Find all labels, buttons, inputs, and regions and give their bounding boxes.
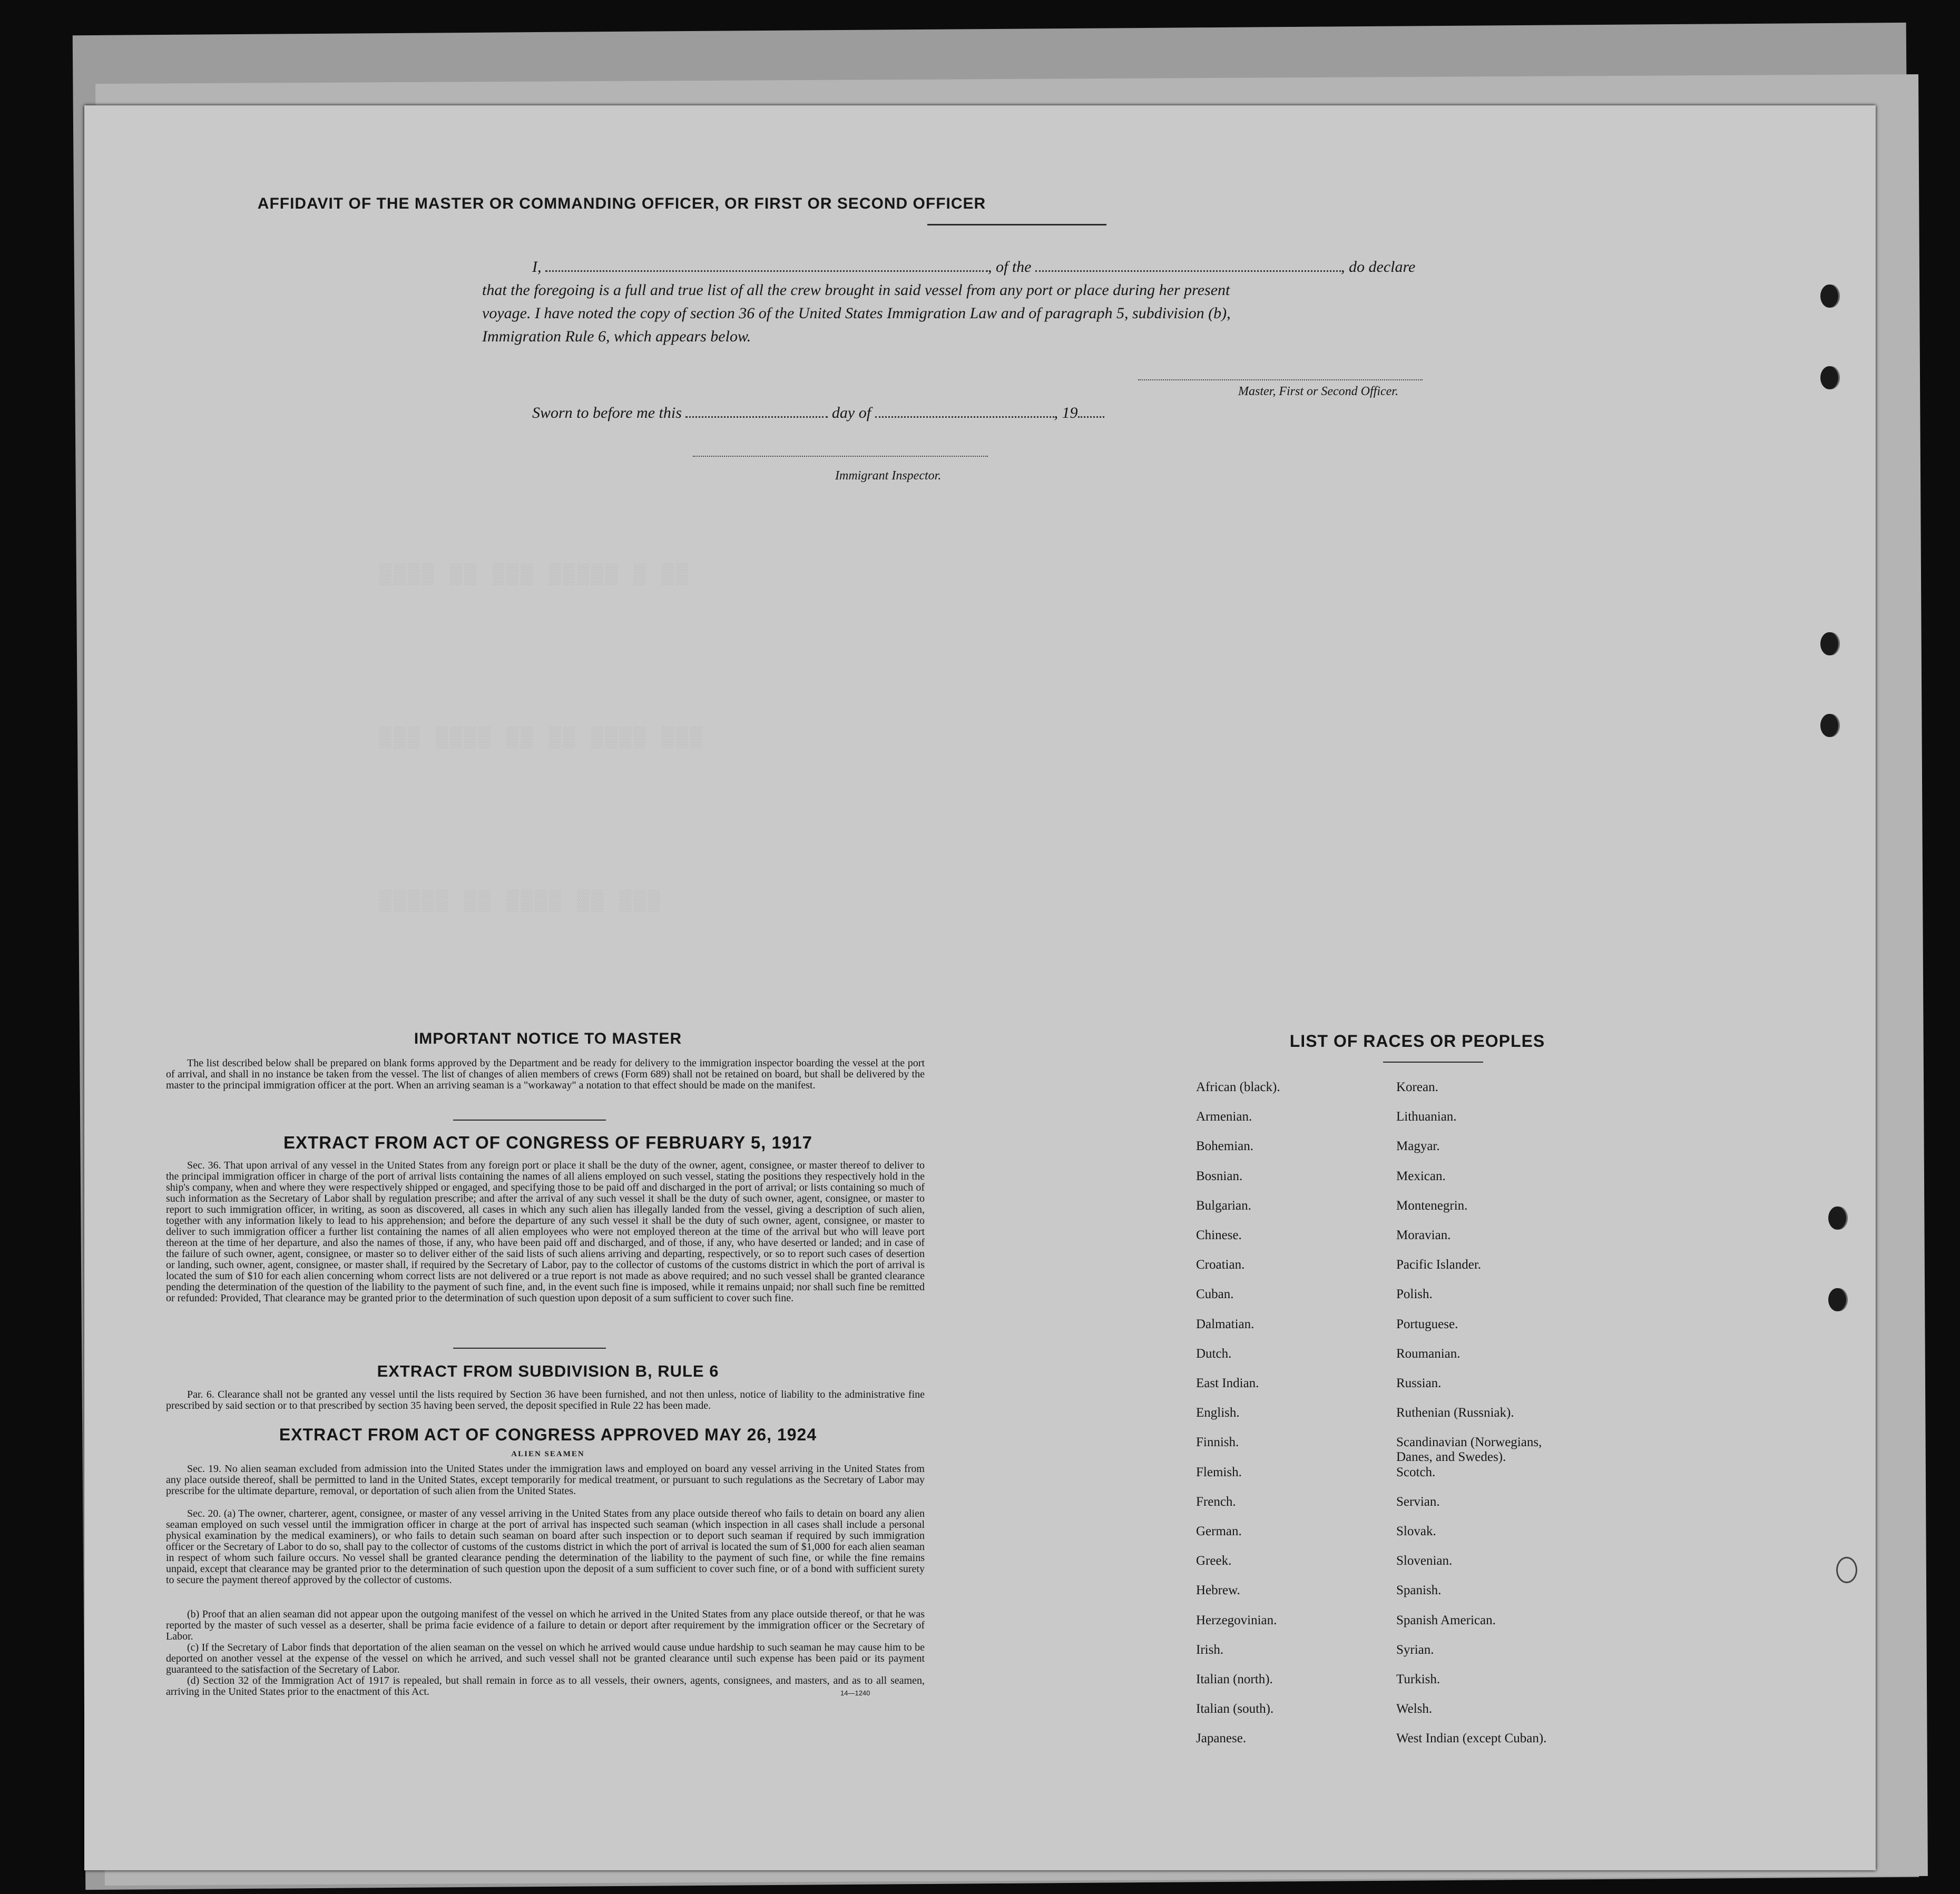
name-blank[interactable]: [545, 259, 988, 272]
race-item: Welsh.: [1396, 1702, 1433, 1716]
form-number: 14—1240: [840, 1689, 870, 1697]
race-item: English.: [1196, 1406, 1240, 1420]
rule-6-title: EXTRACT FROM SUBDIVISION B, RULE 6: [377, 1362, 719, 1380]
race-item: West Indian (except Cuban).: [1396, 1731, 1547, 1746]
race-item: Mexican.: [1396, 1169, 1446, 1183]
manifest-page: [84, 105, 1876, 1870]
punch-hole: [1828, 1206, 1846, 1230]
race-item: Croatian.: [1196, 1258, 1245, 1272]
race-item: Dutch.: [1196, 1346, 1232, 1361]
punch-hole: [1820, 366, 1838, 389]
race-item: Magyar.: [1396, 1139, 1440, 1154]
punch-hole: [1836, 1557, 1857, 1583]
rule-6-body: Par. 6. Clearance shall not be granted any vessel until the lists required by Section 36 have been furnished, and not then unless, notice of liability to the administrative fine prescribed by said section or to that prescribed by section 35 having been served, the deposit specified in Rule 22 has been made.: [166, 1389, 925, 1411]
master-signature-label: Master, First or Second Officer.: [1238, 385, 1398, 398]
sec-20b-text: (b) Proof that an alien seaman did not appear upon the outgoing manifest of the vessel on which he arrived in the United States from any place outside thereof, or that he was reported by the master of such vessel as a deserter, shall be prima facie evidence of a failure to detain or deport after requirement by the immigration officer or the Secretary of Labor.: [166, 1608, 925, 1642]
bleed-through: ▒▒▒▒▒ ▒▒ ▒▒▒▒ ▒▒ ▒▒▒: [379, 890, 662, 913]
sworn-line: [532, 401, 1322, 425]
affidavit-line-2: that the foregoing is a full and true list of all the crew brought in said vessel from any port or place during her present: [482, 281, 1230, 299]
notice-body: The list described below shall be prepared on blank forms approved by the Department and be ready for delivery to the immigration inspector boarding the vessel at the port of arrival, and shall in no instance be taken from the vessel. The list of changes of alien members of crews (Form 689) shall not be retained on board, but shall be delivered by the master to the principal immigration officer at the port. When an arriving seaman is a "workaway" a notation to that effect should be made on the manifest.: [166, 1057, 925, 1091]
bleed-through: ▒▒▒ ▒▒▒▒ ▒▒ ▒▒ ▒▒▒▒ ▒▒▒: [379, 727, 704, 750]
race-item: Syrian.: [1396, 1642, 1434, 1657]
race-item: Russian.: [1396, 1376, 1442, 1390]
race-item: Danes, and Swedes).: [1396, 1450, 1506, 1465]
race-item: Turkish.: [1396, 1672, 1440, 1686]
punch-hole: [1820, 284, 1838, 308]
race-item: Pacific Islander.: [1396, 1258, 1482, 1272]
race-item: Scotch.: [1396, 1465, 1436, 1479]
race-item: Cuban.: [1196, 1287, 1234, 1302]
race-item: Finnish.: [1196, 1435, 1239, 1450]
race-item: Lithuanian.: [1396, 1110, 1457, 1124]
year-text: , 19: [1054, 404, 1078, 421]
divider: [453, 1120, 606, 1121]
punch-hole: [1820, 714, 1838, 737]
race-item: Italian (south).: [1196, 1702, 1274, 1716]
race-item: Servian.: [1396, 1494, 1440, 1509]
race-item: Spanish American.: [1396, 1613, 1496, 1627]
race-item: French.: [1196, 1494, 1236, 1509]
race-item: Bohemian.: [1196, 1139, 1254, 1154]
race-item: Spanish.: [1396, 1583, 1442, 1598]
sec-20d-text: (d) Section 32 of the Immigration Act of 1917 is repealed, but shall remain in force as to all vessels, their owners, agents, consignees, and masters, and as to all seamen, arriving in the United States prior to the enactment of this Act.: [166, 1675, 925, 1697]
race-item: Irish.: [1196, 1642, 1224, 1657]
extract-1917-body: Sec. 36. That upon arrival of any vessel in the United States from any foreign port or place it shall be the duty of the owner, agent, consignee, or master thereof to deliver to the principal immigration officer in charge of the port of arrival lists containing the names of all aliens employed on such vessel, stating the positions they respectively hold in the ship's company, when and where they were respectively shipped or engaged, and specifying those to be paid off and discharged in the port of arrival; or lists containing so much of such information as the Secretary of Labor shall by regulation prescribe; and after the arrival of any such vessel it shall be the duty of such owner, agent, consignee, or master to report to such immigration officer, in writing, as soon as discovered, all cases in which any such alien has illegally landed from the vessel, giving a description of such alien, together with any information likely to lead to his apprehension; and before the departure of any such vessel it shall be the duty of such owner, agent, consignee, or master to deliver to such immigration officer a further list containing the names of all alien employees who were not employed thereon at the time of the arrival but who will leave port thereon at the time of her departure, and also the names of those, if any, who have been paid off and discharged, and of those, if any, who have deserted or landed; and in case of the failure of such owner, agent, consignee, or master so to deliver either of the said lists of such aliens arriving and departing, respectively, or so to report such cases of desertion or landing, such owner, agent, consignee, or master shall, if required by the Secretary of Labor, pay to the collector of customs of the customs district in which the port of arrival is located the sum of $10 for each alien concerning whom correct lists are not delivered or a true report is not made as above required; and no such vessel shall be granted clearance pending the determination of the question of the liability to the payment of such fine, and, in the event such fine is imposed, while it remains unpaid; nor shall such fine be remitted or refunded: Provided, That clearance may be granted prior to the determination of such question upon deposit of a sum sufficient to cover such fine.: [166, 1160, 925, 1304]
alien-seamen-subtitle: ALIEN SEAMEN: [511, 1450, 585, 1458]
race-item: Slovenian.: [1396, 1554, 1453, 1568]
bleed-through: ▒▒▒▒ ▒▒ ▒▒▒ ▒▒▒▒▒ ▒ ▒▒: [379, 564, 690, 586]
race-item: German.: [1196, 1524, 1242, 1538]
year-blank[interactable]: [1078, 405, 1104, 418]
affidavit-line-4: Immigration Rule 6, which appears below.: [482, 328, 751, 345]
race-item: Montenegrin.: [1396, 1198, 1468, 1213]
divider: [927, 224, 1106, 225]
month-blank[interactable]: [875, 405, 1054, 418]
race-item: Hebrew.: [1196, 1583, 1240, 1598]
inspector-signature-line[interactable]: [693, 456, 988, 457]
punch-hole: [1828, 1288, 1846, 1311]
sworn-text: Sworn to before me this: [532, 404, 682, 421]
day-blank[interactable]: [685, 405, 828, 418]
extract-1917-title: EXTRACT FROM ACT OF CONGRESS OF FEBRUARY 5, 1917: [283, 1133, 812, 1152]
race-item: African (black).: [1196, 1080, 1280, 1094]
punch-hole: [1820, 632, 1838, 655]
race-item: Scandinavian (Norwegians,: [1396, 1435, 1542, 1450]
affidavit-line-3: voyage. I have noted the copy of section 36 of the United States Immigration Law and of paragraph 5, subdivision (b),: [482, 305, 1231, 322]
race-item: Japanese.: [1196, 1731, 1247, 1746]
race-item: Dalmatian.: [1196, 1317, 1255, 1331]
race-item: Korean.: [1396, 1080, 1438, 1094]
divider: [1383, 1062, 1483, 1063]
affidavit-i: I,: [532, 258, 542, 276]
inspector-signature-label: Immigrant Inspector.: [835, 469, 942, 483]
race-item: Polish.: [1396, 1287, 1433, 1302]
divider: [453, 1348, 606, 1349]
race-item: Flemish.: [1196, 1465, 1242, 1479]
sec-19-text: Sec. 19. No alien seaman excluded from admission into the United States under the immigration laws and employed on board any vessel arriving in the United States from any place outside thereof, shall be permitted to land in the United States, except temporarily for medical treatment, or pursuant to such regulations as the Secretary of Labor may prescribe for the ultimate departure, removal, or deportation of such alien from the United States.: [166, 1463, 925, 1497]
affidavit-of-the: , of the: [988, 258, 1032, 276]
affidavit-line-1: [532, 256, 1586, 279]
race-item: Ruthenian (Russniak).: [1396, 1406, 1514, 1420]
race-item: Portuguese.: [1396, 1317, 1458, 1331]
race-item: Greek.: [1196, 1554, 1232, 1568]
race-item: East Indian.: [1196, 1376, 1259, 1390]
race-item: Armenian.: [1196, 1110, 1252, 1124]
vessel-blank[interactable]: [1035, 259, 1341, 272]
day-of-text: day of: [831, 404, 871, 421]
affidavit-declare: , do declare: [1341, 258, 1416, 276]
race-item: Moravian.: [1396, 1228, 1451, 1242]
races-title: LIST OF RACES OR PEOPLES: [1289, 1032, 1545, 1051]
race-item: Italian (north).: [1196, 1672, 1273, 1686]
sec-20c-text: (c) If the Secretary of Labor finds that deportation of the alien seaman on the vessel on which he arrived would cause undue hardship to such seaman he may cause him to be deported on another vessel at the expense of the vessel on which he arrived, and such vessel shall not be granted clearance until such expense has been paid or its payment guaranteed to the satisfaction of the Secretary of Labor.: [166, 1642, 925, 1675]
race-item: Chinese.: [1196, 1228, 1242, 1242]
race-item: Bosnian.: [1196, 1169, 1243, 1183]
race-item: Slovak.: [1396, 1524, 1436, 1538]
race-item: Herzegovinian.: [1196, 1613, 1277, 1627]
notice-title: IMPORTANT NOTICE TO MASTER: [414, 1030, 682, 1047]
master-signature-line[interactable]: [1138, 379, 1423, 380]
extract-1924-title: EXTRACT FROM ACT OF CONGRESS APPROVED MAY 26, 1924: [279, 1425, 817, 1444]
sec-20a-text: Sec. 20. (a) The owner, charterer, agent, consignee, or master of any vessel arriving in the United States from any place outside thereof who fails to detain on board any alien seaman employed on such vessel until the immigration officer in charge at the port of arrival has inspected such seaman (which inspection in all cases shall include a personal physical examination by the medical examiners), or who fails to detain such seaman on board after such inspection or to deport such seaman if required by such immigration officer or the Secretary of Labor to do so, shall pay to the collector of customs of the customs district in which the port of arrival is located the sum of $1,000 for each alien seaman in respect of whom such failure occurs. No vessel shall be granted clearance pending the determination of the liability to the payment of such fine, or while the fine remains unpaid, except that clearance may be granted prior to the determination of such question upon the deposit of a sum sufficient to cover such fine, or of a bond with sufficient surety to secure the payment thereof approved by the collector of customs.: [166, 1508, 925, 1586]
race-item: Bulgarian.: [1196, 1198, 1251, 1213]
affidavit-title: AFFIDAVIT OF THE MASTER OR COMMANDING OFFICER, OR FIRST OR SECOND OFFICER: [257, 195, 986, 212]
race-item: Roumanian.: [1396, 1346, 1461, 1361]
